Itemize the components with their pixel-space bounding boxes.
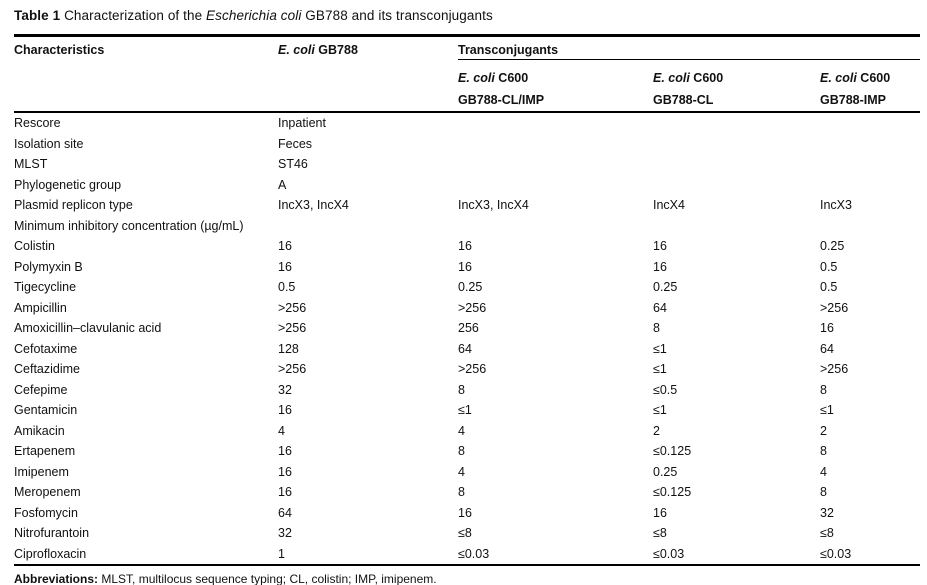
- row-label: Gentamicin: [14, 403, 78, 417]
- table-row: [14, 236, 920, 257]
- cell-value: ≤0.125: [653, 444, 692, 458]
- cell-value: >256: [278, 321, 307, 335]
- cell-value: >256: [278, 300, 307, 315]
- row-label: Isolation site: [14, 136, 84, 151]
- cell-value: 4: [458, 423, 465, 438]
- cell-value: ≤1: [653, 403, 667, 417]
- row-label: Ampicillin: [14, 300, 67, 315]
- row-label: Imipenem: [14, 464, 69, 479]
- cell-value: 128: [278, 341, 299, 356]
- cell-value: 16: [653, 239, 667, 253]
- cell-value: 16: [278, 464, 292, 479]
- table-row: [14, 298, 920, 319]
- table-row: [14, 154, 920, 175]
- col-header-cl-imp-variant: GB788-CL/IMP: [458, 93, 545, 107]
- cell-value: 32: [820, 505, 834, 520]
- cell-value: [458, 154, 653, 175]
- cell-value: IncX3, IncX4: [278, 198, 349, 212]
- cell-value: 0.25: [653, 464, 678, 479]
- table-row: [14, 175, 920, 196]
- cell-value: 16: [278, 444, 292, 458]
- col-header-imp-species: E. coli: [820, 71, 857, 85]
- cell-value: ≤8: [820, 526, 834, 540]
- col-header-cl: [653, 60, 820, 113]
- cell-value: 16: [278, 259, 292, 274]
- cell-value: ≤0.03: [458, 546, 490, 561]
- cell-value: [653, 112, 820, 134]
- cell-value: 8: [458, 382, 465, 397]
- cell-value: IncX4: [653, 198, 685, 212]
- cell-value: ≤1: [458, 403, 472, 417]
- cell-value: >256: [820, 362, 849, 376]
- cell-value: ≤8: [458, 526, 472, 540]
- cell-value: 2: [653, 423, 660, 438]
- cell-value: 0.25: [820, 239, 845, 253]
- table-row: [14, 380, 920, 401]
- table-row: [14, 216, 920, 237]
- col-header-cl-imp-species: E. coli: [458, 71, 495, 85]
- cell-value: 0.25: [458, 280, 483, 294]
- cell-value: Inpatient: [278, 116, 326, 130]
- cell-value: 16: [820, 321, 834, 335]
- row-label: Fosfomycin: [14, 505, 78, 520]
- cell-value: >256: [820, 300, 849, 315]
- cell-value: 16: [653, 505, 667, 520]
- cell-value: [653, 216, 820, 237]
- table-row: [14, 482, 920, 503]
- table-row: [14, 318, 920, 339]
- cell-value: 256: [458, 321, 479, 335]
- col-group-transconjugants: [458, 36, 920, 60]
- characterization-table: [14, 34, 920, 566]
- cell-value: 0.5: [820, 259, 838, 274]
- table-row: [14, 257, 920, 278]
- cell-value: ≤0.125: [653, 485, 692, 499]
- cell-value: ≤1: [653, 341, 667, 356]
- cell-value: ≤1: [820, 403, 834, 417]
- col-header-characteristics: [14, 36, 278, 113]
- col-header-cl-imp: [458, 60, 653, 113]
- col-header-cl-imp-strain: C600: [494, 71, 529, 85]
- row-label: Cefepime: [14, 382, 68, 397]
- cell-value: [458, 112, 653, 134]
- cell-value: 16: [278, 239, 292, 253]
- table-row: [14, 523, 920, 544]
- table-row: [14, 277, 920, 298]
- cell-value: [653, 154, 820, 175]
- cell-value: 0.5: [278, 280, 296, 294]
- cell-value: 16: [458, 505, 472, 520]
- cell-value: [820, 154, 920, 175]
- cell-value: [820, 112, 920, 134]
- cell-value: [820, 216, 920, 237]
- table-row: [14, 339, 920, 360]
- cell-value: [458, 175, 653, 196]
- cell-value: ≤1: [653, 362, 667, 376]
- cell-value: [820, 134, 920, 155]
- cell-value: 0.25: [653, 280, 678, 294]
- table-row: [14, 503, 920, 524]
- cell-value: 64: [458, 341, 472, 356]
- cell-value: IncX3, IncX4: [458, 198, 529, 212]
- row-label: Rescore: [14, 116, 61, 130]
- row-label: Cefotaxime: [14, 341, 78, 356]
- cell-value: 16: [458, 239, 472, 253]
- row-label: MLST: [14, 157, 48, 171]
- cell-value: 4: [820, 464, 827, 479]
- table-title-post: GB788 and its transconjugants: [301, 8, 493, 23]
- cell-value: >256: [278, 362, 307, 376]
- row-label: Ertapenem: [14, 444, 76, 458]
- cell-value: 8: [458, 485, 465, 499]
- col-group-transconjugants-label: Transconjugants: [458, 43, 559, 57]
- col-header-gb788-species: E. coli: [278, 43, 315, 57]
- table-title-pre: Characterization of the: [60, 8, 207, 23]
- cell-value: 8: [820, 444, 827, 458]
- col-header-gb788-strain: GB788: [314, 43, 358, 57]
- abbreviations-label: Abbreviations:: [14, 572, 99, 585]
- table-row: [14, 195, 920, 216]
- cell-value: 0.5: [820, 280, 838, 294]
- table-row: [14, 359, 920, 380]
- row-label: Tigecycline: [14, 280, 77, 294]
- abbreviations-note: [14, 572, 920, 585]
- cell-value: 32: [278, 382, 292, 397]
- header-row-1: [14, 36, 920, 60]
- cell-value: 4: [458, 464, 465, 479]
- cell-value: 16: [278, 485, 292, 499]
- cell-value: 64: [820, 341, 834, 356]
- row-label: Amoxicillin–clavulanic acid: [14, 321, 162, 335]
- cell-value: ST46: [278, 157, 308, 171]
- cell-value: 2: [820, 423, 827, 438]
- cell-value: 16: [458, 259, 472, 274]
- col-header-characteristics-label: Characteristics: [14, 43, 105, 57]
- table-title-label: Table 1: [14, 8, 61, 23]
- table-title-species: Escherichia coli: [206, 8, 302, 23]
- col-header-cl-species: E. coli: [653, 71, 690, 85]
- col-header-imp: [820, 60, 920, 113]
- cell-value: 1: [278, 546, 285, 561]
- cell-value: ≤0.03: [653, 546, 685, 561]
- cell-value: 64: [653, 300, 667, 315]
- table-row: [14, 112, 920, 134]
- cell-value: 8: [458, 444, 465, 458]
- col-header-imp-strain: C600: [856, 71, 891, 85]
- table-body: [14, 112, 920, 565]
- cell-value: >256: [458, 362, 487, 376]
- col-header-gb788: [278, 36, 458, 113]
- cell-value: 16: [653, 259, 667, 274]
- col-header-cl-strain: C600: [689, 71, 724, 85]
- cell-value: [278, 216, 458, 237]
- table-row: [14, 544, 920, 566]
- col-header-imp-variant: GB788-IMP: [820, 93, 886, 107]
- table-row: [14, 400, 920, 421]
- row-label: Ceftazidime: [14, 362, 80, 376]
- cell-value: 64: [278, 505, 292, 520]
- cell-value: ≤0.03: [820, 546, 852, 561]
- cell-value: ≤8: [653, 526, 667, 540]
- table-header: [14, 36, 920, 113]
- cell-value: Feces: [278, 136, 313, 151]
- cell-value: IncX3: [820, 198, 852, 212]
- row-label: Nitrofurantoin: [14, 526, 90, 540]
- cell-value: >256: [458, 300, 487, 315]
- row-label: Phylogenetic group: [14, 177, 122, 192]
- abbreviations-text: MLST, multilocus sequence typing; CL, colistin; IMP, imipenem.: [98, 572, 437, 585]
- table-row: [14, 441, 920, 462]
- row-label: Polymyxin B: [14, 259, 83, 274]
- page: [14, 6, 920, 585]
- table-title: [14, 6, 920, 26]
- cell-value: [820, 175, 920, 196]
- row-label: Amikacin: [14, 423, 65, 438]
- cell-value: ≤0.5: [653, 382, 678, 397]
- table-row: [14, 462, 920, 483]
- table-row: [14, 421, 920, 442]
- cell-value: 4: [278, 423, 285, 438]
- col-header-cl-variant: GB788-CL: [653, 93, 714, 107]
- cell-value: [458, 134, 653, 155]
- row-label: Colistin: [14, 239, 55, 253]
- cell-value: [458, 216, 653, 237]
- cell-value: 8: [820, 485, 827, 499]
- row-label: Minimum inhibitory concentration (µg/mL): [14, 218, 244, 233]
- cell-value: 8: [653, 321, 660, 335]
- row-label: Ciprofloxacin: [14, 546, 87, 561]
- row-label: Meropenem: [14, 485, 81, 499]
- cell-value: [653, 134, 820, 155]
- cell-value: 32: [278, 526, 292, 540]
- cell-value: 8: [820, 382, 827, 397]
- cell-value: [653, 175, 820, 196]
- table-row: [14, 134, 920, 155]
- cell-value: A: [278, 177, 287, 192]
- row-label: Plasmid replicon type: [14, 198, 133, 212]
- cell-value: 16: [278, 403, 292, 417]
